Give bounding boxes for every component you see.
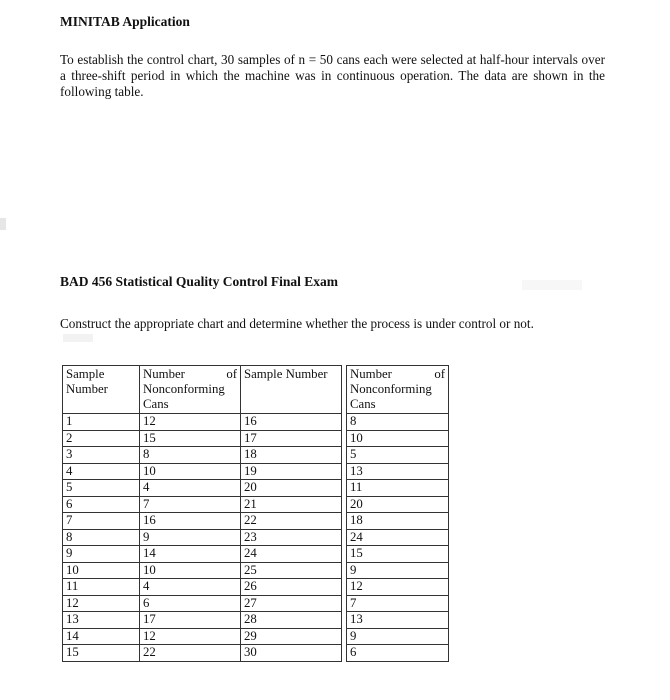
table-cell: 12 bbox=[140, 414, 241, 431]
table-cell: 30 bbox=[241, 645, 342, 662]
header-sample-number-2: Sample Number bbox=[241, 366, 342, 414]
table-cell: 13 bbox=[347, 612, 449, 629]
table-row bbox=[63, 447, 449, 464]
table-cell: 20 bbox=[241, 480, 342, 497]
header-word: Nonconforming Cans bbox=[350, 382, 432, 411]
table-cell: 4 bbox=[140, 579, 241, 596]
table-row bbox=[63, 628, 449, 645]
table-cell: 8 bbox=[347, 414, 449, 431]
table-cell: 19 bbox=[241, 463, 342, 480]
table-cell: 18 bbox=[347, 513, 449, 530]
table-cell: 14 bbox=[63, 628, 140, 645]
table-cell: 8 bbox=[63, 529, 140, 546]
table-cell: 22 bbox=[140, 645, 241, 662]
header-word: Number bbox=[350, 367, 392, 381]
faint-background-text bbox=[522, 280, 582, 290]
header-word: Nonconforming Cans bbox=[143, 382, 225, 411]
table-cell: 12 bbox=[63, 595, 140, 612]
header-word: of bbox=[226, 367, 237, 381]
table-cell: 6 bbox=[347, 645, 449, 662]
table-cell: 15 bbox=[63, 645, 140, 662]
table-cell: 16 bbox=[241, 414, 342, 431]
header-word: of bbox=[434, 367, 445, 381]
table-cell: 15 bbox=[140, 430, 241, 447]
table-cell: 17 bbox=[241, 430, 342, 447]
table-cell: 17 bbox=[140, 612, 241, 629]
table-cell: 7 bbox=[63, 513, 140, 530]
table-cell: 10 bbox=[140, 463, 241, 480]
left-edge-mark bbox=[0, 218, 6, 230]
exam-title: BAD 456 Statistical Quality Control Final Exam bbox=[60, 274, 339, 289]
table-cell: 8 bbox=[140, 447, 241, 464]
header-word: Number bbox=[143, 367, 185, 381]
table-cell: 23 bbox=[241, 529, 342, 546]
table-cell: 9 bbox=[347, 562, 449, 579]
table-cell: 16 bbox=[140, 513, 241, 530]
table-row bbox=[63, 645, 449, 662]
table-cell: 5 bbox=[63, 480, 140, 497]
table-cell: 4 bbox=[140, 480, 241, 497]
table-row bbox=[63, 529, 449, 546]
table-row bbox=[63, 496, 449, 513]
table-cell: 25 bbox=[241, 562, 342, 579]
table-cell: 10 bbox=[63, 562, 140, 579]
table-cell: 12 bbox=[347, 579, 449, 596]
header-nonconforming-2 bbox=[347, 366, 449, 414]
table-cell: 5 bbox=[347, 447, 449, 464]
table-cell: 7 bbox=[140, 496, 241, 513]
table-cell: 20 bbox=[347, 496, 449, 513]
table-cell: 18 bbox=[241, 447, 342, 464]
table-row bbox=[63, 463, 449, 480]
table-cell: 7 bbox=[347, 595, 449, 612]
table-cell: 11 bbox=[347, 480, 449, 497]
table-cell: 13 bbox=[63, 612, 140, 629]
table-cell: 22 bbox=[241, 513, 342, 530]
intro-paragraph: To establish the control chart, 30 samples of n = 50 cans each were selected at half-hour intervals over a three-shift period in which the machine was in continuous operation. The data are shown in the following table. bbox=[60, 52, 605, 99]
instruction-text: Construct the appropriate chart and determine whether the process is under control or not. bbox=[60, 316, 534, 331]
table-row bbox=[63, 546, 449, 563]
table-row bbox=[63, 579, 449, 596]
table-cell: 6 bbox=[63, 496, 140, 513]
table-row bbox=[63, 480, 449, 497]
table-cell: 10 bbox=[347, 430, 449, 447]
table-cell: 13 bbox=[347, 463, 449, 480]
table-cell: 28 bbox=[241, 612, 342, 629]
table-cell: 12 bbox=[140, 628, 241, 645]
table-header-row bbox=[63, 366, 449, 414]
table-cell: 9 bbox=[140, 529, 241, 546]
table-cell: 24 bbox=[347, 529, 449, 546]
table-cell: 1 bbox=[63, 414, 140, 431]
faint-background-mark bbox=[63, 334, 93, 342]
table-cell: 9 bbox=[347, 628, 449, 645]
header-sample-number-1: Sample Number bbox=[63, 366, 140, 414]
table-cell: 29 bbox=[241, 628, 342, 645]
table-row bbox=[63, 595, 449, 612]
table-cell: 2 bbox=[63, 430, 140, 447]
table-cell: 26 bbox=[241, 579, 342, 596]
table-cell: 24 bbox=[241, 546, 342, 563]
table-cell: 3 bbox=[63, 447, 140, 464]
table-cell: 14 bbox=[140, 546, 241, 563]
table-row bbox=[63, 513, 449, 530]
table-cell: 21 bbox=[241, 496, 342, 513]
table-row bbox=[63, 612, 449, 629]
table-cell: 4 bbox=[63, 463, 140, 480]
table-row bbox=[63, 414, 449, 431]
table-cell: 15 bbox=[347, 546, 449, 563]
table-cell: 27 bbox=[241, 595, 342, 612]
header-nonconforming-1 bbox=[140, 366, 241, 414]
table-row bbox=[63, 430, 449, 447]
table-row bbox=[63, 562, 449, 579]
page-title: MINITAB Application bbox=[60, 14, 190, 29]
data-table bbox=[62, 365, 449, 662]
table-cell: 6 bbox=[140, 595, 241, 612]
table-cell: 9 bbox=[63, 546, 140, 563]
table-cell: 10 bbox=[140, 562, 241, 579]
table-cell: 11 bbox=[63, 579, 140, 596]
